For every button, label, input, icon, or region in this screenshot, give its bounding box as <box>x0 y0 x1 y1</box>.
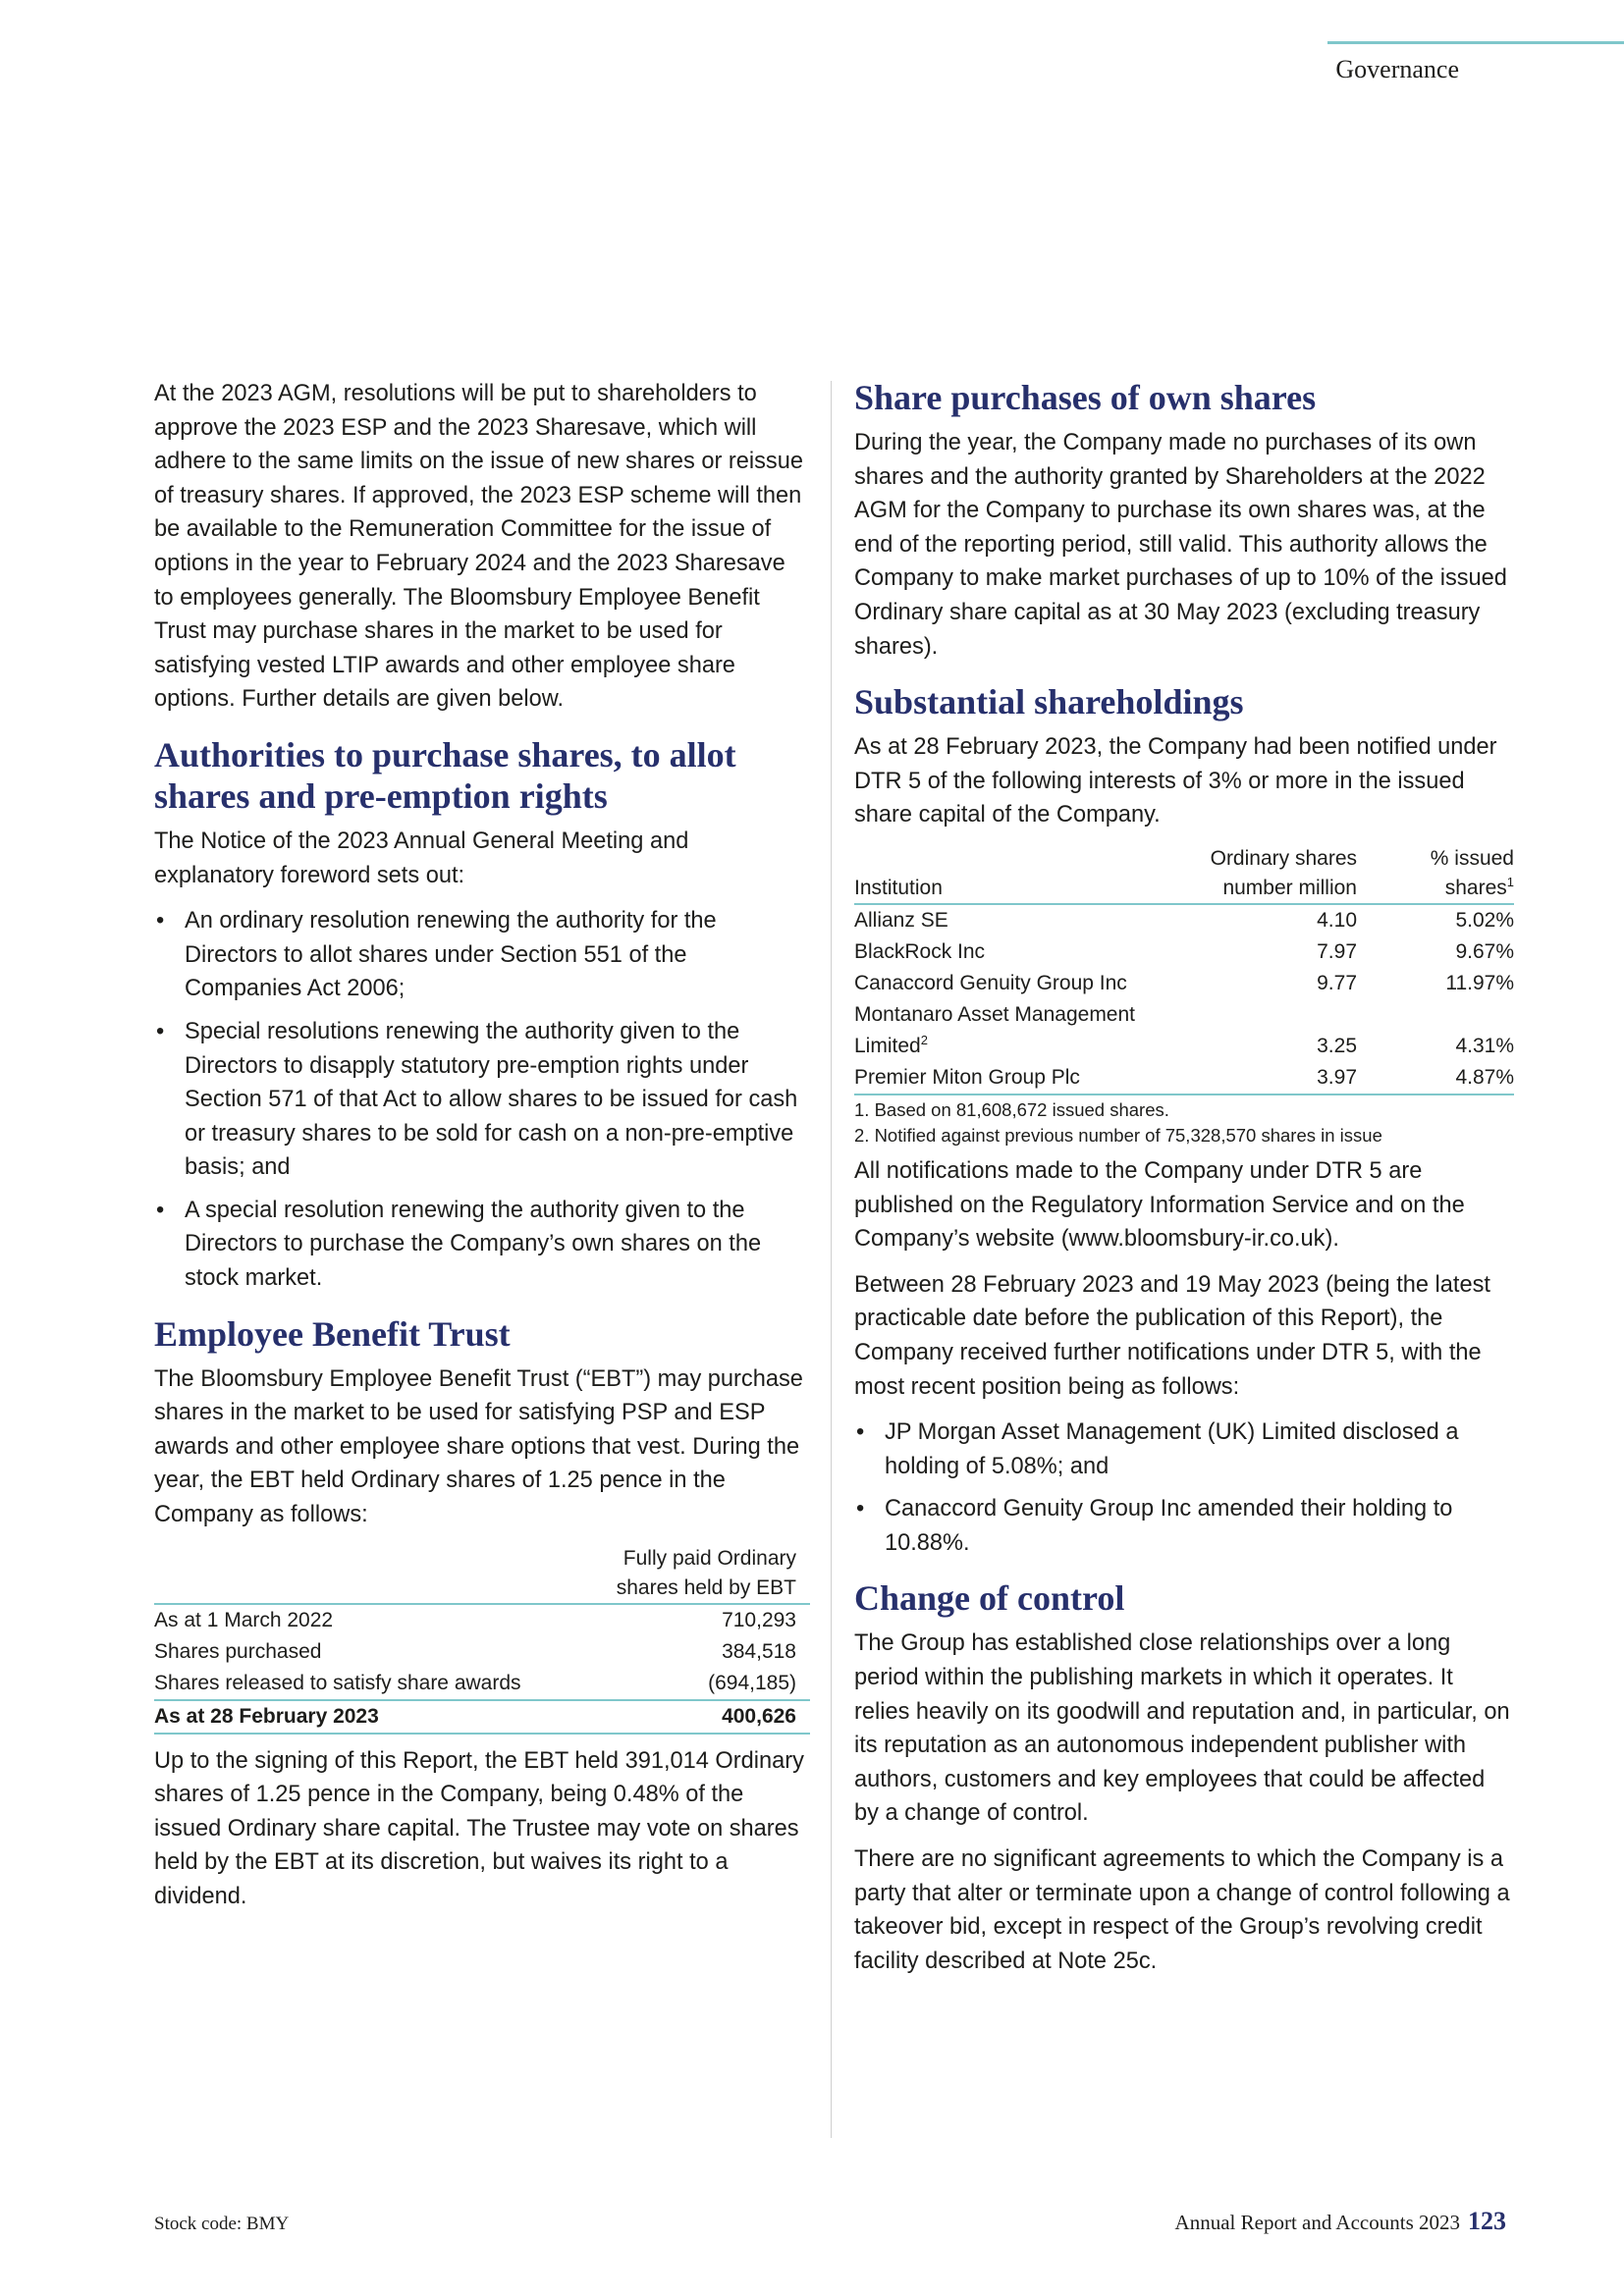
table-row: As at 1 March 2022 710,293 <box>154 1608 796 1631</box>
right-column <box>854 377 1514 1990</box>
table-header-row <box>854 844 1514 904</box>
authorities-list <box>154 904 810 1296</box>
header-rule <box>1327 41 1624 44</box>
intro-paragraph: At the 2023 AGM, resolutions will be put to shareholders to approve the 2023 ESP and the 2023 Sharesave, which will adhere to the same limits on the issue of new shares or reissue of treasury shares. If approved, the 2023 ESP scheme will then be available to the Remuneration Committee for the issue of options in the year to February 2024 and the 2023 Sharesave to employees generally. The Bloomsbury Employee Benefit Trust may purchase shares in the market to be used for satisfying vested LTIP awards and other employee share options. Further details are given below. <box>154 381 803 713</box>
column-header-shares: Ordinary shares number million <box>1210 846 1357 899</box>
stock-code: Stock code: BMY <box>154 2214 290 2234</box>
authorities-lead: The Notice of the 2023 Annual General Meeting and explanatory foreword sets out: <box>154 828 689 888</box>
list-item: • Canaccord Genuity Group Inc amended their holding to 10.88%. <box>854 1492 1514 1560</box>
column-header-pct: % issued shares$^1$ <box>1430 846 1514 899</box>
table-row: Shares released to satisfy share awards (694,185) <box>154 1671 796 1694</box>
control-paragraph-2: There are no significant agreements to which the Company is a party that alter or terminate upon a change of control following a takeover bid, except in respect of the Group’s revolving credit facility described at Note 25c. <box>854 1846 1510 1974</box>
list-item: • JP Morgan Asset Management (UK) Limited disclosed a holding of 5.08%; and <box>854 1415 1514 1483</box>
ebt-table <box>154 1544 810 1735</box>
table-footnotes <box>854 1097 1514 1148</box>
ebt-paragraph-1: The Bloomsbury Employee Benefit Trust (“EBT”) may purchase shares in the market to be used for satisfying PSP and ESP awards and other employee share options that vest. During the year, the EBT held Ordinary shares of 1.25 pence in the Company as follows: <box>154 1365 803 1528</box>
page-footer <box>1175 2207 1506 2236</box>
report-title: Annual Report and Accounts 2023 <box>1174 2211 1460 2234</box>
left-column <box>154 377 810 1926</box>
ebt-heading: Employee Benefit Trust <box>154 1313 511 1354</box>
list-item: • A special resolution renewing the authority given to the Directors to purchase the Company’s own shares on the stock market. <box>154 1194 810 1296</box>
own-shares-heading: Share purchases of own shares <box>854 378 1317 417</box>
column-header-institution: Institution <box>854 876 943 899</box>
substantial-paragraph-2: Between 28 February 2023 and 19 May 2023 (being the latest practicable date before the publication of this Report), the Company received further notifications under DTR 5, with the most recent position being as follows: <box>854 1271 1490 1400</box>
table-header-row <box>154 1544 810 1604</box>
substantial-lead: As at 28 February 2023, the Company had been notified under DTR 5 of the following interests of 3% or more in the issued share capital of the Company. <box>854 734 1497 828</box>
control-paragraph-1: The Group has established close relationships over a long period within the publishing markets in which it operates. It relies heavily on its goodwill and reputation and, in particular, on its reputation as an autonomous independent publisher with authors, customers and key employees that could be affected by a change of control. <box>854 1630 1510 1827</box>
table-row: Allianz SE 4.10 5.02% <box>854 908 1514 932</box>
authorities-heading: Authorities to purchase shares, to allot shares and pre-emption rights <box>154 734 736 816</box>
table-total-row: As at 28 February 2023 400,626 <box>154 1700 810 1734</box>
table-row: Shares purchased 384,518 <box>154 1639 796 1663</box>
section-label: Governance <box>1335 55 1459 83</box>
shareholdings-table <box>854 844 1514 1095</box>
notifications-list <box>854 1415 1514 1560</box>
table-row: Montanaro Asset Management Limited$^2$ 3.25 4.31% <box>854 1002 1514 1057</box>
column-divider <box>831 381 832 2138</box>
table-row: Premier Miton Group Plc 3.97 4.87% <box>854 1062 1514 1095</box>
substantial-heading: Substantial shareholdings <box>854 682 1244 722</box>
substantial-paragraph-1: All notifications made to the Company under DTR 5 are published on the Regulatory Information Service and on the Company’s website (www.bloomsbury-ir.co.uk). <box>854 1157 1465 1253</box>
footnote: 1. Based on 81,608,672 issued shares. <box>854 1098 1169 1120</box>
control-heading: Change of control <box>854 1578 1125 1619</box>
ebt-paragraph-2: Up to the signing of this Report, the EBT held 391,014 Ordinary shares of 1.25 pence in the Company, being 0.48% of the issued Ordinary share capital. The Trustee may vote on shares held by the EBT at its discretion, but waives its right to a dividend. <box>154 1747 804 1909</box>
footnote: 2. Notified against previous number of 75,328,570 shares in issue <box>854 1124 1382 1146</box>
own-shares-paragraph: During the year, the Company made no purchases of its own shares and the authority granted by Shareholders at the 2022 AGM for the Company to purchase its own shares was, at the end of the reporting period, still valid. This authority allows the Company to make market purchases of up to 10% of the issued Ordinary share capital as at 30 May 2023 (excluding treasury shares). <box>854 430 1507 660</box>
column-header: Fully paid Ordinary shares held by EBT <box>616 1546 796 1599</box>
list-item: • An ordinary resolution renewing the authority for the Directors to allot shares under Section 551 of the Companies Act 2006; <box>154 904 810 1006</box>
page-number: 123 <box>1468 2207 1506 2235</box>
table-row: Canaccord Genuity Group Inc 9.77 11.97% <box>854 971 1514 994</box>
table-row: BlackRock Inc 7.97 9.67% <box>854 939 1514 963</box>
list-item: • Special resolutions renewing the authority given to the Directors to disapply statutory pre-emption rights under Section 571 of that Act to allow shares to be issued for cash or treasury shares to be sold for cash on a non-pre-emptive basis; and <box>154 1015 810 1185</box>
